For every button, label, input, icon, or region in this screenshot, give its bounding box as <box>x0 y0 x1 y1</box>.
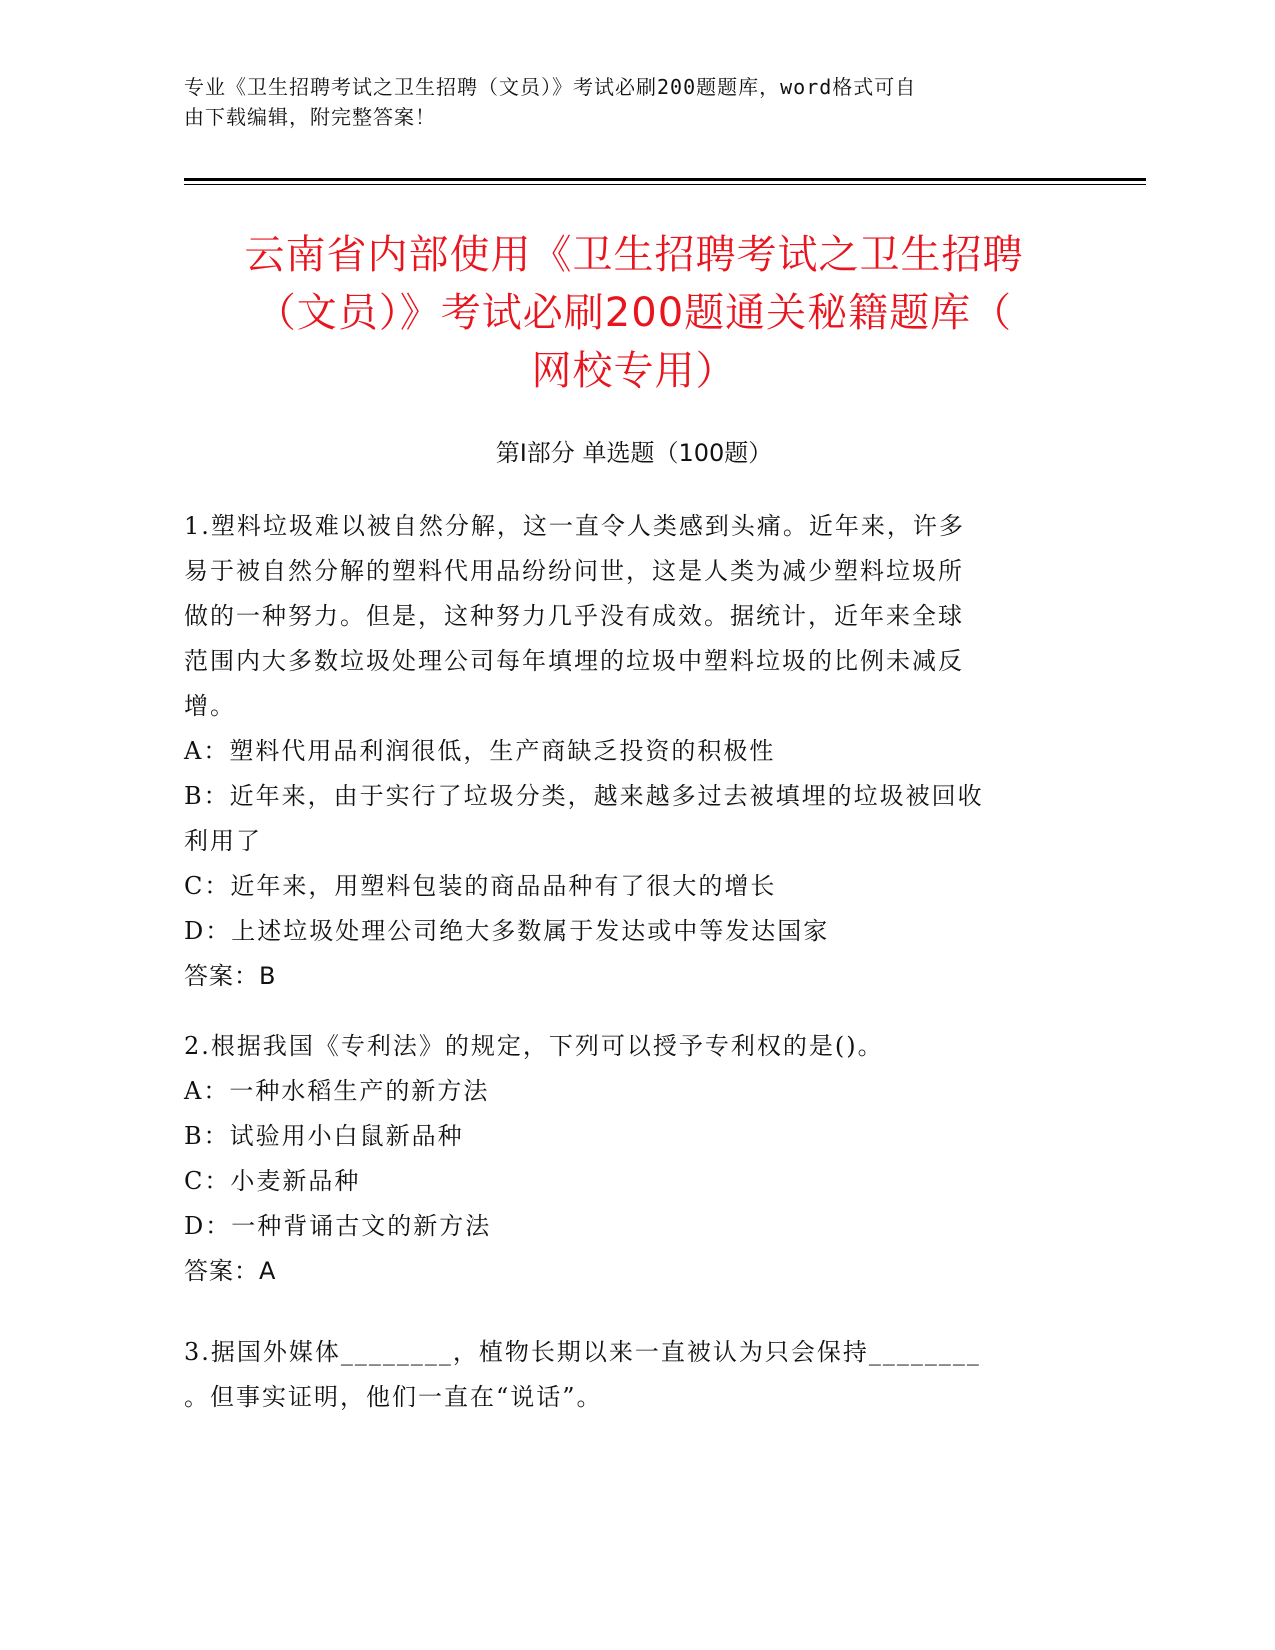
title-line: （文员）》考试必刷200题通关秘籍题库（ <box>255 290 1013 336</box>
header-divider-thick <box>184 178 1146 181</box>
question-1 <box>184 504 1064 999</box>
document-header <box>184 72 1064 132</box>
option-a: A：塑料代用品利润很低，生产商缺乏投资的积极性 <box>184 737 776 765</box>
question-2 <box>184 1024 1064 1294</box>
option-a: A：一种水稻生产的新方法 <box>184 1077 490 1105</box>
question-stem-line: 易于被自然分解的塑料代用品纷纷问世，这是人类为减少塑料垃圾所 <box>184 557 964 585</box>
question-stem-line: 3.据国外媒体________，植物长期以来一直被认为只会保持________ <box>184 1338 981 1366</box>
option-b: B：试验用小白鼠新品种 <box>184 1122 464 1150</box>
question-stem-line: 1.塑料垃圾难以被自然分解，这一直令人类感到头痛。近年来，许多 <box>184 512 965 540</box>
option-b-continued: 利用了 <box>184 827 262 855</box>
option-d: D：上述垃圾处理公司绝大多数属于发达或中等发达国家 <box>184 917 830 945</box>
question-stem-line: 增。 <box>184 692 236 720</box>
header-line: 由下载编辑，附完整答案！ <box>184 105 436 129</box>
option-c: C：近年来，用塑料包装的商品品种有了很大的增长 <box>184 872 777 900</box>
question-stem-line: 范围内大多数垃圾处理公司每年填埋的垃圾中塑料垃圾的比例未减反 <box>184 647 964 675</box>
question-stem-line: 做的一种努力。但是，这种努力几乎没有成效。据统计，近年来全球 <box>184 602 964 630</box>
option-b: B：近年来，由于实行了垃圾分类，越来越多过去被填埋的垃圾被回收 <box>184 782 984 810</box>
question-stem-line: 2.根据我国《专利法》的规定，下列可以授予专利权的是()。 <box>184 1032 884 1060</box>
header-line: 专业《卫生招聘考试之卫生招聘（文员）》考试必刷200题题库，word格式可自 <box>184 75 917 99</box>
question-3 <box>184 1330 1064 1420</box>
title-line: 云南省内部使用《卫生招聘考试之卫生招聘 <box>244 232 1024 278</box>
option-d: D：一种背诵古文的新方法 <box>184 1212 492 1240</box>
answer-label: 答案：A <box>184 1257 277 1285</box>
option-c: C：小麦新品种 <box>184 1167 361 1195</box>
section-heading: 第I部分 单选题（100题） <box>495 439 773 467</box>
document-title <box>184 226 1084 400</box>
title-line: 网校专用） <box>531 348 737 394</box>
header-divider-thin <box>184 184 1146 185</box>
answer-label: 答案：B <box>184 962 277 990</box>
question-stem-line: 。但事实证明，他们一直在“说话”。 <box>184 1383 603 1411</box>
